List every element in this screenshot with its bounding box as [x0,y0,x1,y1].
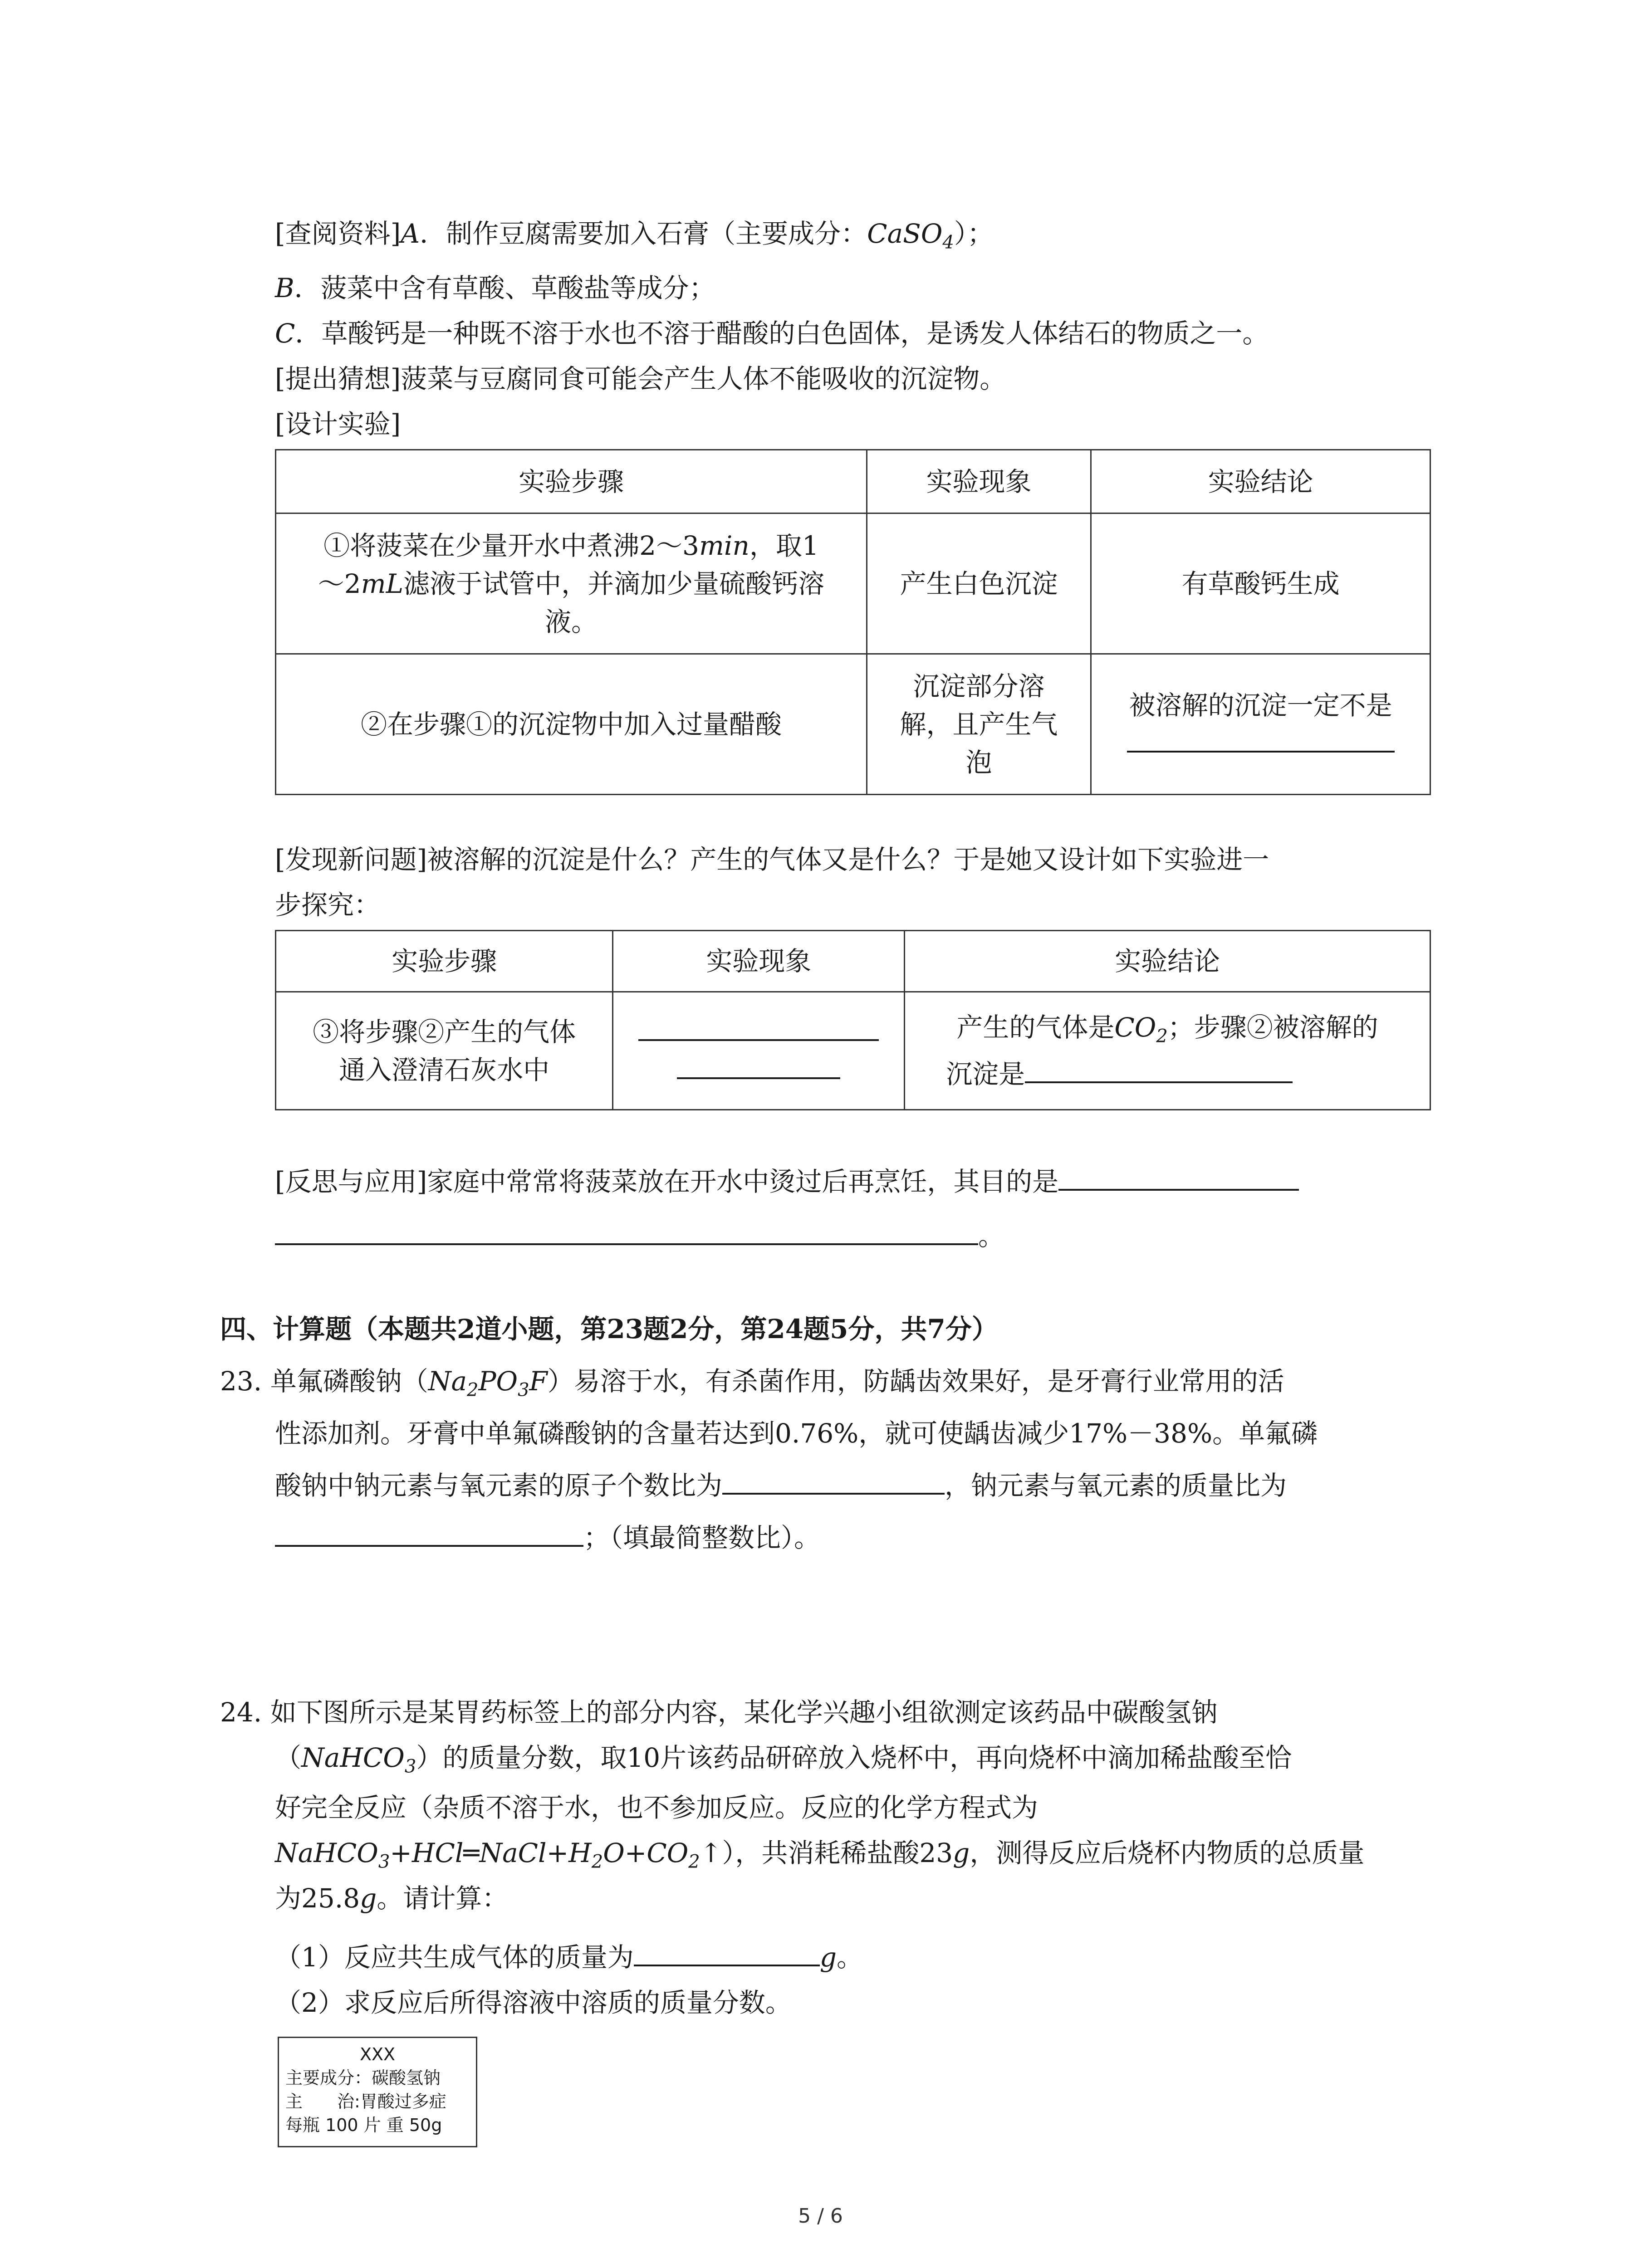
conclusion-cell: 产生的气体是$CO_2$；步骤②被溶解的 沉淀是 [905,992,1430,1110]
conclusion-cell: 被溶解的沉淀一定不是 [1091,654,1430,795]
design-label: [设计实验] [275,409,401,440]
phenomenon-cell: 沉淀部分溶 解，且产生气 泡 [867,654,1091,795]
ref-line-2: B．菠菜中含有草酸、草酸盐等成分； [275,273,715,303]
table-header-row [276,931,1430,992]
answer-blank[interactable] [634,1938,820,1966]
table-row [276,513,1430,654]
phenomenon-cell: 产生白色沉淀 [867,513,1091,654]
q24-line-1: 24. 如下图所示是某胃药标签上的部分内容，某化学兴趣小组欲测定该药品中碳酸氢钠 [220,1697,1218,1728]
reflection-line: [反思与应用]家庭中常常将菠菜放在开水中烫过后再烹饪，其目的是 [275,1161,1299,1202]
page-number: 5 / 6 [798,2204,843,2228]
q23-line-2: 性添加剂。牙膏中单氟磷酸钠的含量若达到0.76%，就可使龋齿减少17%－38%。单氟磷 [275,1418,1318,1449]
hypothesis-line: [提出猜想]菠菜与豆腐同食可能会产生人体不能吸收的沉淀物。 [275,363,1006,394]
experiment-table-1 [275,449,1431,795]
step-cell: ③将步骤②产生的气体 通入澄清石灰水中 [276,992,613,1110]
drug-label-line: 每瓶 100 片 重 50g [285,2115,442,2135]
table-header-cell: 实验结论 [1091,450,1430,513]
table-header-cell: 实验步骤 [276,450,867,513]
new-question-line-1: [发现新问题]被溶解的沉淀是什么？产生的气体又是什么？于是她又设计如下实验进一 [275,844,1269,875]
q23-line-1: 23. 单氟磷酸钠$(Na_2PO_3F)$易溶于水，有杀菌作用，防龋齿效果好，是牙膏行业常用的活 [220,1366,1284,1401]
table-header-cell: 实验现象 [867,450,1091,513]
table-header-row [276,450,1430,513]
table-row [276,654,1430,795]
step-cell: ②在步骤①的沉淀物中加入过量醋酸 [276,654,867,795]
answer-blank[interactable] [677,1051,840,1079]
answer-blank[interactable] [1058,1163,1299,1191]
q23-line-3: 酸钠中钠元素与氧元素的原子个数比为 ，钠元素与氧元素的质量比为 [275,1465,1287,1506]
answer-blank[interactable] [1025,1055,1293,1083]
table-row [276,992,1430,1110]
ref-line-1: [查阅资料]A．制作豆腐需要加入石膏（主要成分：CaSO$_4$）； [275,218,994,253]
table-header-cell: 实验现象 [613,931,905,992]
ref-line-3: C．草酸钙是一种既不溶于水也不溶于醋酸的白色固体，是诱发人体结石的物质之一。 [275,318,1269,349]
table-header-cell: 实验结论 [905,931,1430,992]
drug-label-title: XXX [359,2044,396,2064]
experiment-table-2 [275,930,1431,1110]
conclusion-cell: 有草酸钙生成 [1091,513,1430,654]
q24-line-4: $NaHCO_3+HCl═NaCl+H_2O+CO_2↑$），共消耗稀盐酸23g，测得反应后烧杯内物质的总质量 [275,1838,1365,1872]
answer-blank[interactable] [638,1013,879,1041]
reflection-line-2: 。 [275,1216,1004,1256]
q24-sub-1: （1）反应共生成气体的质量为 g。 [275,1937,863,1978]
answer-blank[interactable] [722,1466,945,1495]
phenomenon-cell [613,992,905,1110]
answer-blank[interactable] [275,1217,978,1245]
q24-line-5: 为25.8g。请计算： [275,1883,509,1914]
q24-sub-2: （2）求反应后所得溶液中溶质的质量分数。 [275,1987,792,2018]
section-title: 四、计算题（本题共2道小题，第23题2分，第24题5分，共7分） [220,1314,998,1344]
drug-label-box [278,2037,477,2147]
table-header-cell: 实验步骤 [276,931,613,992]
answer-blank[interactable] [1127,724,1395,753]
step-cell: ①将菠菜在少量开水中煮沸2～3min，取1 ～2mL滤液于试管中，并滴加少量硫酸钙溶 液。 [276,513,867,654]
drug-label-line: 主 治:胃酸过多症 [285,2092,446,2112]
drug-label-line: 主要成分：碳酸氢钠 [285,2068,441,2088]
q23-line-4: ；（填最简整数比）。 [275,1517,820,1558]
answer-blank[interactable] [275,1519,583,1547]
q24-line-3: 好完全反应（杂质不溶于水，也不参加反应。反应的化学方程式为 [275,1792,1038,1823]
q24-line-2: （NaHCO$_3$）的质量分数，取10片该药品研碎放入烧杯中，再向烧杯中滴加稀盐酸至恰 [275,1742,1292,1777]
new-question-line-2: 步探究： [275,890,381,920]
